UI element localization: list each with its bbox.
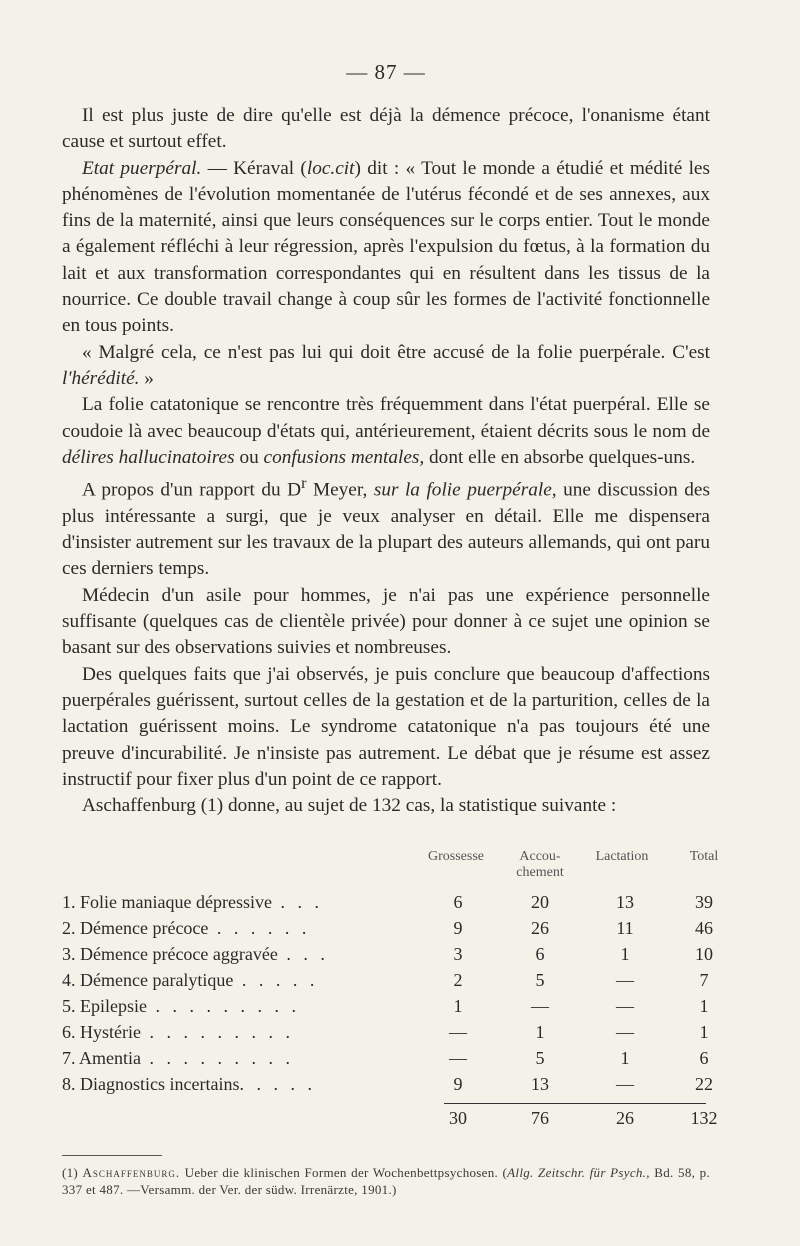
row-label: 6. Hystérie . . . . . . . . . [62, 1022, 294, 1043]
table-row [62, 1019, 710, 1045]
totals-row [62, 1103, 718, 1133]
cell-grossesse: 9 [453, 918, 463, 939]
cell-lactation: — [616, 996, 634, 1017]
cell-grossesse: 2 [453, 970, 463, 991]
total-grossesse: 30 [449, 1108, 467, 1129]
cell-accouchement: 5 [535, 970, 545, 991]
cell-lactation: 11 [616, 918, 634, 939]
paragraph-7: Des quelques faits que j'ai observés, je puis conclure que beaucoup d'affections puerpérales guérissent, surtout celles de la gestation et de la parturition, celles de la lactation guérissent moins. Le syndrome catatonique n'a pas toujours été une preuve d'incurabilité. Je n'insiste pas autrement. Le débat que je résume est assez instructif pour fixer plus d'un point de ce rapport. [62, 663, 710, 790]
header-lactation: Lactation [595, 849, 649, 865]
statistics-table [62, 849, 719, 1133]
table-row [62, 993, 710, 1019]
total-lactation: 26 [616, 1108, 634, 1129]
row-label: 2. Démence précoce . . . . . . [62, 918, 311, 939]
header-grossesse: Grossesse [428, 849, 484, 865]
row-label: 8. Diagnostics incertains. . . . . [62, 1074, 316, 1095]
header-accouchement: Accou- chement [516, 849, 564, 881]
cell-grossesse: 3 [453, 944, 463, 965]
row-label: 4. Démence paralytique . . . . . [62, 970, 319, 991]
cell-accouchement: 20 [531, 892, 549, 913]
cell-total: 1 [699, 996, 709, 1017]
section-title: Etat puerpéral. [82, 157, 202, 179]
total-accouchement: 76 [531, 1108, 549, 1129]
paragraph-2: Etat puerpéral. — Kéraval (loc.cit) dit : « Tout le monde a étudié et médité les phénomènes de l'évolution momentanée de l'utérus fécondé et de ses annexes, aux fins de la maternité, ainsi que leurs conséquences sur le corps entier. Tout le monde a également réfléchi à leur régression, après l'expulsion du fœtus, à la formation du lait et aux transformation correspondantes qui en résultent dans les tissus de la nourrice. Ce double travail change à coup sûr les formes de l'activité fonctionnelle en tous points. [62, 157, 710, 337]
cell-accouchement: 13 [531, 1074, 549, 1095]
cell-accouchement: 26 [531, 918, 549, 939]
table-row [62, 941, 713, 967]
cell-grossesse: 1 [453, 996, 463, 1017]
paragraph-8: Aschaffenburg (1) donne, au sujet de 132 cas, la statistique suivante : [82, 795, 617, 817]
paragraph-1: Il est plus juste de dire qu'elle est déjà la démence précoce, l'onanisme étant cause et surtout effet. [62, 105, 710, 153]
footnote: (1) Aschaffenburg. Ueber die klinischen Formen der Wochenbettpsychosen. (Allg. Zeitschr. für Psych., Bd. 58, p. 337 et 487. —Versamm. der Ver. der südw. Irrenärzte, 1901.) [62, 1165, 710, 1198]
row-label: 3. Démence précoce aggravée . . . [62, 944, 329, 965]
row-label: 5. Epilepsie . . . . . . . . . [62, 996, 300, 1017]
cell-grossesse: 9 [453, 1074, 463, 1095]
cell-lactation: 1 [620, 1048, 630, 1069]
cell-grossesse: — [449, 1022, 467, 1043]
table-row [62, 889, 713, 915]
table-row [62, 1045, 710, 1071]
cell-grossesse: — [449, 1048, 467, 1069]
cell-lactation: 1 [620, 944, 630, 965]
total-total: 132 [690, 1108, 718, 1129]
table-row [62, 915, 713, 941]
cell-accouchement: 5 [535, 1048, 545, 1069]
header-total: Total [689, 849, 719, 865]
cell-accouchement: — [531, 996, 549, 1017]
page [62, 60, 719, 1198]
row-label: 1. Folie maniaque dépressive . . . [62, 892, 323, 913]
cell-total: 39 [695, 892, 713, 913]
cell-total: 46 [695, 918, 713, 939]
cell-accouchement: 1 [535, 1022, 545, 1043]
page-number: — 87 — [346, 60, 426, 84]
paragraph-4: La folie catatonique se rencontre très fréquemment dans l'état puerpéral. Elle se coudoie là avec beaucoup d'états qui, antérieurement, étaient décrits sous le nom de délires hallucinatoires ou confusions mentales, dont elle en absorbe quelques-uns. [62, 394, 710, 468]
cell-lactation: — [616, 1074, 634, 1095]
table-header [62, 849, 719, 889]
cell-total: 7 [699, 970, 709, 991]
cell-total: 6 [699, 1048, 709, 1069]
cell-accouchement: 6 [535, 944, 545, 965]
cell-lactation: 13 [616, 892, 634, 913]
cell-total: 1 [699, 1022, 709, 1043]
table-row [62, 1071, 713, 1097]
cell-lactation: — [616, 1022, 634, 1043]
paragraph-6: Médecin d'un asile pour hommes, je n'ai pas une expérience personnelle suffisante (quelques cas de clientèle privée) pour donner à ce sujet une opinion se basant sur des observations suivies et nombreuses. [62, 584, 710, 659]
paragraph-3: « Malgré cela, ce n'est pas lui qui doit être accusé de la folie puerpérale. C'est l'hérédité. » [62, 341, 710, 389]
table-row [62, 967, 710, 993]
cell-grossesse: 6 [453, 892, 463, 913]
cell-total: 10 [695, 944, 713, 965]
paragraph-5: A propos d'un rapport du $D^r$ Meyer, sur la folie puerpérale, une discussion des plus intéressante a surgi, que je veux analyser en détail. Elle me dispensera d'insister autrement sur les travaux de la plupart des auteurs allemands, qui ont paru ces derniers temps. [62, 475, 710, 580]
footnote-rule [62, 1155, 162, 1156]
cell-total: 22 [695, 1074, 713, 1095]
row-label: 7. Amentia . . . . . . . . . [62, 1048, 294, 1069]
cell-lactation: — [616, 970, 634, 991]
